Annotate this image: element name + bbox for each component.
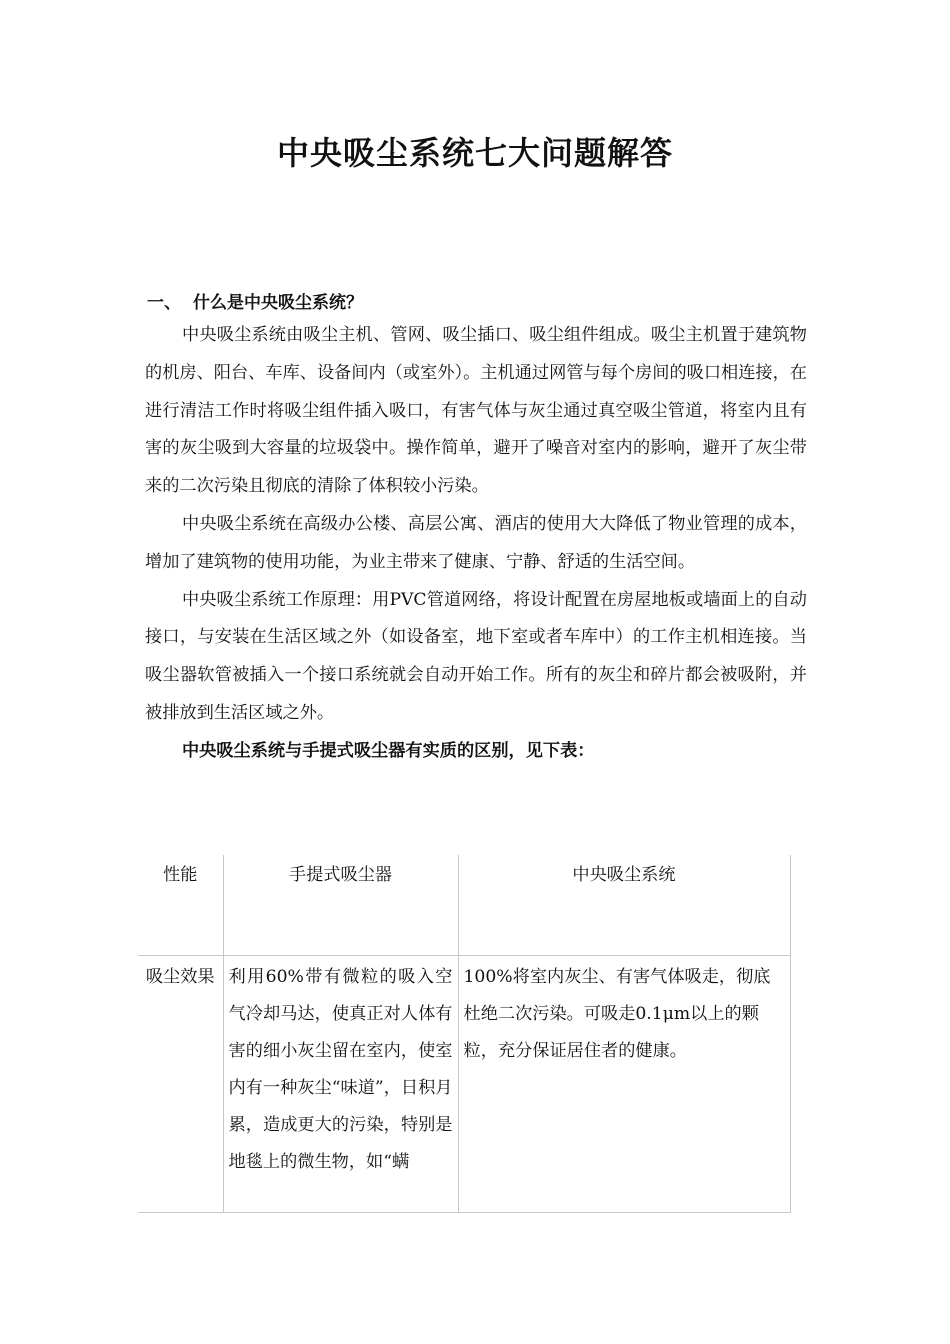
section-number: 一、 [147, 293, 181, 313]
section-heading [147, 288, 363, 313]
cell-portable: 利用60%带有微粒的吸入空气冷却马达，使真正对人体有害的细小灰尘留在室内，使室内有一种灰尘“味道”，日积月累，造成更大的污染，特别是地毯上的微生物，如“螨 [223, 956, 458, 1213]
document-title: 中央吸尘系统七大问题解答 [276, 134, 673, 172]
section-heading-text: 什么是中央吸尘系统？ [193, 293, 363, 313]
paragraph-intro: 中央吸尘系统由吸尘主机、管网、吸尘插口、吸尘组件组成。吸尘主机置于建筑物的机房、阳台、车库、设备间内（或室外）。主机通过网管与每个房间的吸口相连接，在进行清洁工作时将吸尘组件插入吸口，有害气体与灰尘通过真空吸尘管道，将室内且有害的灰尘吸到大容量的垃圾袋中。操作简单，避开了噪音对室内的影响，避开了灰尘带来的二次污染且彻底的清除了体积较小污染。 [145, 325, 807, 497]
header-central: 中央吸尘系统 [458, 855, 790, 956]
paragraph-benefits: 中央吸尘系统在高级办公楼、高层公寓、酒店的使用大大降低了物业管理的成本，增加了建筑物的使用功能，为业主带来了健康、宁静、舒适的生活空间。 [145, 513, 807, 572]
header-portable: 手提式吸尘器 [223, 855, 458, 956]
comparison-table [138, 855, 791, 1213]
table-intro: 中央吸尘系统与手提式吸尘器有实质的区别，见下表： [181, 740, 595, 761]
paragraph-principle: 中央吸尘系统工作原理：用PVC管道网络，将设计配置在房屋地板或墙面上的自动接口，与安装在生活区域之外（如设备室，地下室或者车库中）的工作主机相连接。当吸尘器软管被插入一个接口系统就会自动开始工作。所有的灰尘和碎片都会被吸附，并被排放到生活区域之外。 [145, 589, 807, 723]
cell-central: 100%将室内灰尘、有害气体吸走，彻底杜绝二次污染。可吸走0.1μm以上的颗粒，充分保证居住者的健康。 [458, 956, 790, 1213]
table-row [138, 956, 790, 1213]
table-header-row [138, 855, 790, 956]
cell-feature: 吸尘效果 [138, 956, 223, 1213]
header-feature: 性能 [138, 855, 223, 956]
section-body [145, 317, 807, 771]
